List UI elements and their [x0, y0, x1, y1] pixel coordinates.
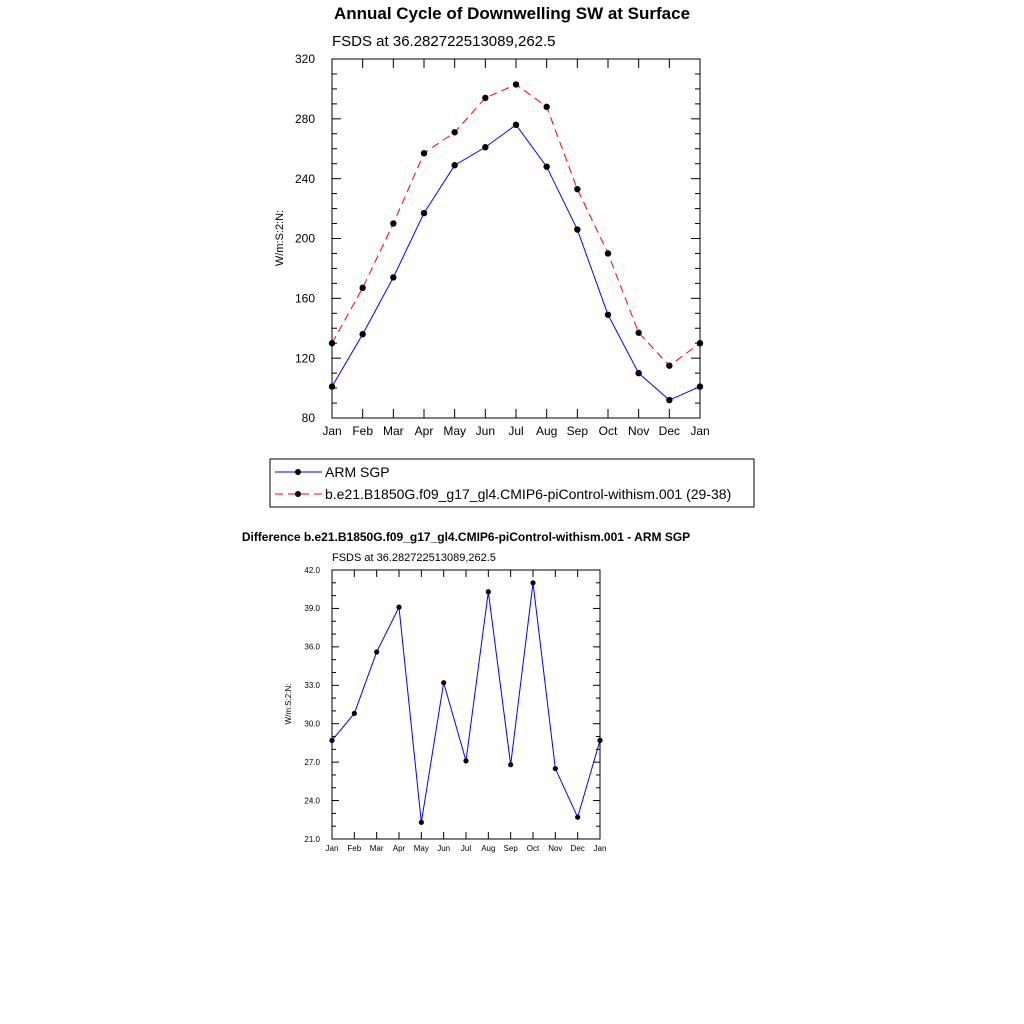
data-point: [374, 649, 379, 654]
main-title: Annual Cycle of Downwelling SW at Surface: [333, 4, 691, 23]
x-tick-label: Feb: [347, 844, 362, 853]
data-point: [390, 220, 396, 226]
y-tick-label: 320: [294, 52, 315, 67]
x-tick-label: Jun: [437, 844, 451, 853]
y-tick-label: 80: [301, 411, 315, 426]
y-tick-label: 36.0: [304, 642, 320, 652]
data-point: [574, 226, 580, 232]
legend-model-label: b.e21.B1850G.f09_g17_gl4.CMIP6-piControl-withism.001 (29-38): [325, 486, 732, 502]
y-tick-label: 200: [294, 231, 315, 246]
data-point: [486, 589, 491, 594]
x-tick-label: Aug: [535, 424, 558, 438]
data-point: [359, 331, 365, 337]
data-point: [666, 362, 672, 368]
x-tick-label: Jan: [322, 424, 342, 438]
top-chart-ylabel: W/m:S:2:N:: [274, 209, 286, 267]
data-point: [543, 164, 549, 170]
x-tick-label: Apr: [414, 424, 434, 438]
legend: [270, 459, 754, 507]
legend-obs-label: ARM SGP: [325, 464, 390, 480]
data-point: [530, 580, 535, 585]
data-point: [666, 397, 672, 403]
data-point: [441, 680, 446, 685]
data-point: [482, 95, 488, 101]
data-point: [575, 815, 580, 820]
x-tick-label: Oct: [598, 424, 618, 438]
data-point: [513, 122, 519, 128]
data-point: [553, 766, 558, 771]
x-tick-label: Aug: [481, 844, 496, 853]
data-point: [451, 162, 457, 168]
x-tick-label: Feb: [352, 424, 374, 438]
series-line-0: [332, 583, 600, 823]
legend-obs-marker: [295, 469, 301, 475]
data-point: [574, 186, 580, 192]
y-tick-label: 280: [294, 112, 315, 127]
data-point: [508, 762, 513, 767]
bottom-chart: [284, 552, 606, 853]
y-tick-label: 30.0: [304, 719, 320, 729]
y-tick-label: 39.0: [304, 604, 320, 614]
top-chart: [274, 33, 710, 438]
y-tick-label: 21.0: [304, 834, 320, 844]
data-point: [543, 104, 549, 110]
data-point: [605, 250, 611, 256]
bottom-chart-series: [329, 580, 602, 825]
x-tick-label: Jul: [508, 424, 524, 438]
bottom-chart-ticks: [304, 566, 606, 853]
y-tick-label: 27.0: [304, 757, 320, 767]
data-point: [352, 711, 357, 716]
x-tick-label: Mar: [382, 424, 404, 438]
y-tick-label: 33.0: [304, 681, 320, 691]
data-point: [419, 820, 424, 825]
data-point: [359, 285, 365, 291]
top-chart-series: [329, 81, 703, 403]
data-point: [451, 129, 457, 135]
data-point: [421, 210, 427, 216]
data-point: [482, 144, 488, 150]
x-tick-label: May: [413, 844, 429, 853]
data-point: [396, 605, 401, 610]
data-point: [513, 81, 519, 87]
x-tick-label: Nov: [627, 424, 650, 438]
top-chart-subtitle: FSDS at 36.282722513089,262.5: [332, 33, 556, 50]
x-tick-label: Jul: [460, 844, 472, 853]
diff-title: Difference b.e21.B1850G.f09_g17_gl4.CMIP6-piControl-withism.001 - ARM SGP: [241, 530, 691, 544]
data-point: [390, 274, 396, 280]
x-tick-label: Apr: [392, 844, 406, 853]
x-tick-label: Jan: [690, 424, 710, 438]
y-tick-label: 160: [294, 291, 315, 306]
x-tick-label: Jan: [593, 844, 607, 853]
data-point: [635, 370, 641, 376]
x-tick-label: Sep: [503, 844, 518, 853]
data-point: [421, 150, 427, 156]
data-point: [635, 330, 641, 336]
y-tick-label: 24.0: [304, 796, 320, 806]
x-tick-label: Mar: [369, 844, 384, 853]
x-tick-label: Dec: [570, 844, 585, 853]
top-chart-frame: [332, 59, 700, 418]
data-point: [463, 758, 468, 763]
bottom-chart-frame: [332, 570, 600, 839]
x-tick-label: Jan: [325, 844, 339, 853]
bottom-chart-subtitle: FSDS at 36.282722513089,262.5: [332, 552, 496, 564]
top-chart-ticks: [295, 52, 710, 438]
x-tick-label: May: [443, 424, 467, 438]
bottom-chart-ylabel: W/m:S:2:N:: [284, 683, 293, 725]
x-tick-label: Jun: [475, 424, 496, 438]
x-tick-label: Sep: [566, 424, 589, 438]
x-tick-label: Nov: [548, 844, 563, 853]
y-tick-label: 120: [294, 351, 315, 366]
series-line-0: [332, 125, 700, 400]
x-tick-label: Dec: [658, 424, 681, 438]
legend-model-marker: [295, 491, 301, 497]
y-tick-label: 42.0: [304, 565, 320, 575]
x-tick-label: Oct: [526, 844, 540, 853]
y-tick-label: 240: [294, 171, 315, 186]
data-point: [605, 312, 611, 318]
